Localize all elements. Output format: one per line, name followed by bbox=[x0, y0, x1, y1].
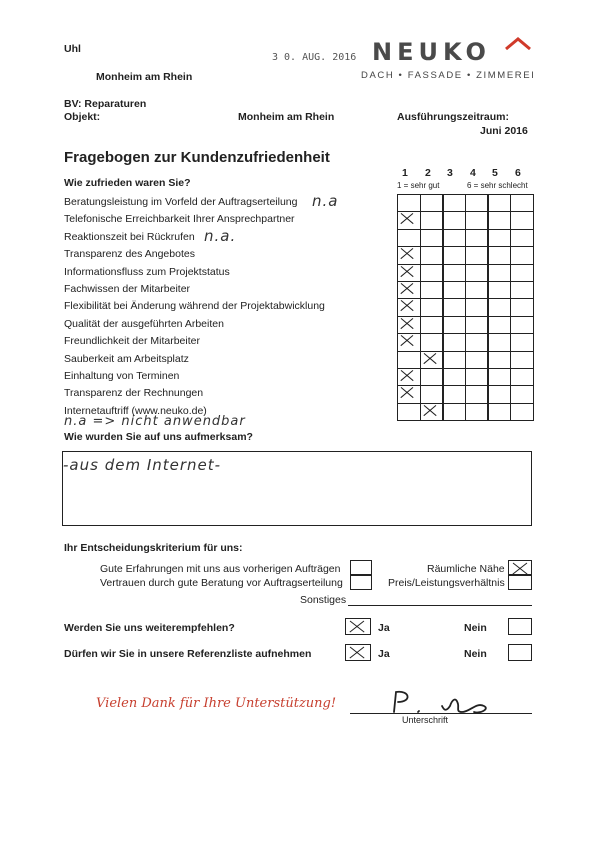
aufmerksam-question: Wie wurden Sie auf uns aufmerksam? bbox=[64, 431, 253, 443]
referenz-nein-checkbox[interactable] bbox=[508, 644, 532, 661]
empfehlen-nein-checkbox[interactable] bbox=[508, 618, 532, 635]
aufmerksam-answer: -aus dem Internet- bbox=[63, 456, 222, 474]
rating-cell[interactable] bbox=[510, 281, 534, 299]
sonstiges-line[interactable] bbox=[348, 605, 532, 606]
rating-cell[interactable] bbox=[510, 264, 534, 282]
satisfaction-question: Wie zufrieden waren Sie? bbox=[64, 177, 191, 189]
rating-cell[interactable] bbox=[487, 264, 511, 282]
rating-cell[interactable] bbox=[442, 333, 466, 351]
rating-cell[interactable] bbox=[420, 298, 444, 316]
handwritten-legend: n.a => nicht anwendbar bbox=[64, 414, 246, 429]
rating-cell[interactable] bbox=[510, 385, 534, 403]
empfehlen-ja-label: Ja bbox=[378, 622, 390, 634]
rating-cell[interactable] bbox=[397, 246, 421, 264]
rating-cell[interactable] bbox=[510, 229, 534, 247]
signature-label: Unterschrift bbox=[402, 715, 449, 725]
rating-item-label: Beratungsleistung im Vorfeld der Auftragserteilung bbox=[64, 196, 298, 208]
neuko-logo bbox=[372, 38, 491, 66]
rating-cell[interactable] bbox=[510, 333, 534, 351]
rating-cell[interactable] bbox=[510, 316, 534, 334]
handwritten-signature bbox=[380, 688, 500, 716]
scale-good-label: 1 = sehr gut bbox=[397, 181, 440, 190]
rating-cell[interactable] bbox=[442, 368, 466, 386]
rating-cell[interactable] bbox=[442, 403, 466, 421]
rating-cell[interactable] bbox=[397, 403, 421, 421]
rating-cell[interactable] bbox=[487, 385, 511, 403]
rating-cell[interactable] bbox=[420, 229, 444, 247]
rating-cell[interactable] bbox=[442, 351, 466, 369]
scale-bad-label: 6 = sehr schlecht bbox=[467, 181, 528, 190]
rating-cell[interactable] bbox=[510, 368, 534, 386]
referenz-ja-checkbox[interactable] bbox=[345, 644, 371, 661]
rating-item-label: Sauberkeit am Arbeitsplatz bbox=[64, 352, 189, 365]
rating-item-label: Freundlichkeit der Mitarbeiter bbox=[64, 335, 200, 348]
rating-item-label: Telefonische Erreichbarkeit Ihrer Ansprechpartner bbox=[64, 213, 295, 226]
rating-cell[interactable] bbox=[397, 229, 421, 247]
empfehlen-question: Werden Sie uns weiterempfehlen? bbox=[64, 622, 235, 634]
rating-cell[interactable] bbox=[465, 333, 489, 351]
kriterium-naehe-label: Räumliche Nähe bbox=[427, 563, 505, 575]
rating-item-label: Flexibilität bei Änderung während der Projektabwicklung bbox=[64, 300, 325, 313]
rating-cell[interactable] bbox=[420, 194, 444, 212]
rating-cell[interactable] bbox=[397, 316, 421, 334]
sonstiges-label: Sonstiges bbox=[300, 594, 347, 606]
empfehlen-ja-checkbox[interactable] bbox=[345, 618, 371, 635]
received-stamp: 3 0. AUG. 2016 bbox=[272, 52, 357, 63]
rating-cell[interactable] bbox=[420, 385, 444, 403]
zeitraum-value: Juni 2016 bbox=[480, 125, 528, 137]
rating-cell[interactable] bbox=[487, 194, 511, 212]
scale-number: 5 bbox=[492, 167, 498, 179]
rating-cell[interactable] bbox=[465, 368, 489, 386]
referenz-question: Dürfen wir Sie in unsere Referenzliste aufnehmen bbox=[64, 648, 312, 660]
kriterium-vertrauen-label: Vertrauen durch gute Beratung vor Auftragserteilung bbox=[100, 577, 343, 589]
objekt-label: Objekt: bbox=[64, 111, 101, 123]
aufmerksam-answer-box[interactable] bbox=[62, 451, 532, 526]
kriterium-vertrauen-checkbox[interactable] bbox=[350, 574, 372, 590]
rating-cell[interactable] bbox=[487, 333, 511, 351]
rating-cell[interactable] bbox=[487, 211, 511, 229]
rating-cell[interactable] bbox=[397, 368, 421, 386]
rating-item-label: Einhaltung von Terminen bbox=[64, 370, 180, 382]
company-city: Monheim am Rhein bbox=[96, 71, 193, 83]
rating-item-label: Reaktionszeit bei Rückrufen bbox=[64, 230, 195, 243]
scale-number: 1 bbox=[402, 167, 408, 179]
rating-cell[interactable] bbox=[510, 351, 534, 369]
empfehlen-nein-label: Nein bbox=[464, 622, 487, 634]
form-title: Fragebogen zur Kundenzufriedenheit bbox=[64, 149, 330, 166]
rating-cell[interactable] bbox=[487, 246, 511, 264]
rating-cell[interactable] bbox=[442, 229, 466, 247]
scale-number: 4 bbox=[470, 167, 476, 179]
rating-item-label: Qualität der ausgeführten Arbeiten bbox=[64, 317, 224, 330]
rating-cell[interactable] bbox=[420, 281, 444, 299]
rating-cell[interactable] bbox=[465, 246, 489, 264]
rating-cell[interactable] bbox=[487, 316, 511, 334]
rating-cell[interactable] bbox=[397, 298, 421, 316]
signature-line[interactable] bbox=[350, 713, 532, 714]
rating-item-label: Transparenz des Angebotes bbox=[64, 248, 195, 261]
rating-cell[interactable] bbox=[487, 298, 511, 316]
rating-cell[interactable] bbox=[510, 298, 534, 316]
rating-cell[interactable] bbox=[420, 211, 444, 229]
rating-cell[interactable] bbox=[487, 351, 511, 369]
rating-cell[interactable] bbox=[397, 351, 421, 369]
rating-cell[interactable] bbox=[510, 246, 534, 264]
logo-text: NEUKO bbox=[372, 38, 491, 66]
rating-cell[interactable] bbox=[465, 194, 489, 212]
scale-number: 3 bbox=[447, 167, 453, 179]
rating-cell[interactable] bbox=[442, 316, 466, 334]
logo-tagline: DACH • FASSADE • ZIMMEREI bbox=[361, 70, 536, 81]
rating-cell[interactable] bbox=[420, 246, 444, 264]
rating-cell[interactable] bbox=[465, 211, 489, 229]
rating-cell[interactable] bbox=[510, 403, 534, 421]
scale-number: 2 bbox=[425, 167, 431, 179]
rating-cell[interactable] bbox=[420, 351, 444, 369]
kriterium-erfahrungen-label: Gute Erfahrungen mit uns aus vorherigen Aufträgen bbox=[100, 563, 341, 575]
rating-cell[interactable] bbox=[420, 264, 444, 282]
kriterium-title: Ihr Entscheidungskriterium für uns: bbox=[64, 542, 243, 554]
zeitraum-label: Ausführungszeitraum: bbox=[397, 111, 510, 123]
rating-cell[interactable] bbox=[420, 333, 444, 351]
rating-cell[interactable] bbox=[442, 194, 466, 212]
rating-cell[interactable] bbox=[510, 194, 534, 212]
rating-cell[interactable] bbox=[442, 281, 466, 299]
rating-cell[interactable] bbox=[442, 298, 466, 316]
handwritten-note: n.a. bbox=[204, 226, 237, 245]
roof-icon bbox=[504, 36, 532, 50]
bv-label: BV: Reparaturen bbox=[64, 98, 147, 110]
scale-number: 6 bbox=[515, 167, 521, 179]
rating-cell[interactable] bbox=[510, 211, 534, 229]
objekt-value: Monheim am Rhein bbox=[238, 111, 335, 123]
rating-cell[interactable] bbox=[465, 229, 489, 247]
rating-cell[interactable] bbox=[465, 264, 489, 282]
rating-cell[interactable] bbox=[465, 316, 489, 334]
rating-cell[interactable] bbox=[397, 264, 421, 282]
rating-cell[interactable] bbox=[397, 211, 421, 229]
rating-cell[interactable] bbox=[465, 403, 489, 421]
handwritten-note: n.a bbox=[312, 192, 339, 210]
rating-cell[interactable] bbox=[465, 281, 489, 299]
rating-cell[interactable] bbox=[442, 385, 466, 403]
kriterium-preis-label: Preis/Leistungsverhältnis bbox=[388, 577, 505, 589]
rating-cell[interactable] bbox=[465, 351, 489, 369]
rating-item-label: Fachwissen der Mitarbeiter bbox=[64, 283, 191, 295]
rating-cell[interactable] bbox=[397, 194, 421, 212]
company-name: Uhl bbox=[64, 43, 81, 55]
rating-cell[interactable] bbox=[442, 264, 466, 282]
rating-cell[interactable] bbox=[442, 211, 466, 229]
rating-cell[interactable] bbox=[420, 403, 444, 421]
rating-item-label: Transparenz der Rechnungen bbox=[64, 387, 204, 400]
rating-cell[interactable] bbox=[465, 298, 489, 316]
rating-cell[interactable] bbox=[420, 368, 444, 386]
rating-cell[interactable] bbox=[487, 229, 511, 247]
rating-cell[interactable] bbox=[487, 403, 511, 421]
rating-item-label: Informationsfluss zum Projektstatus bbox=[64, 265, 230, 278]
referenz-ja-label: Ja bbox=[378, 648, 390, 660]
rating-cell[interactable] bbox=[397, 333, 421, 351]
rating-cell[interactable] bbox=[487, 281, 511, 299]
referenz-nein-label: Nein bbox=[464, 648, 487, 660]
rating-cell[interactable] bbox=[420, 316, 444, 334]
rating-cell[interactable] bbox=[397, 385, 421, 403]
rating-cell[interactable] bbox=[397, 281, 421, 299]
rating-cell[interactable] bbox=[487, 368, 511, 386]
thanks-text: Vielen Dank für Ihre Unterstützung! bbox=[96, 696, 337, 711]
rating-cell[interactable] bbox=[465, 385, 489, 403]
kriterium-preis-checkbox[interactable] bbox=[508, 574, 532, 590]
rating-cell[interactable] bbox=[442, 246, 466, 264]
rating-item-label: Internetauftriff (www.neuko.de) bbox=[64, 404, 207, 417]
